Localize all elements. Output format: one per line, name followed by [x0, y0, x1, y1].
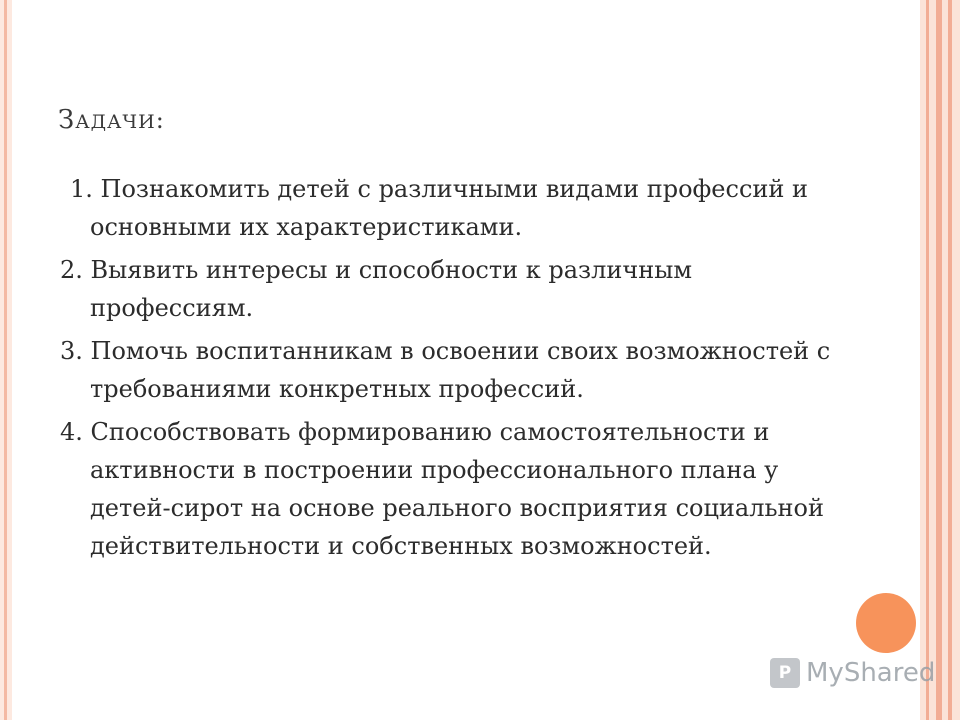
- task-number: 3.: [60, 337, 83, 365]
- watermark-label: MyShared: [806, 658, 936, 688]
- left-border: [0, 0, 12, 720]
- task-item: [60, 413, 840, 565]
- title-colon: :: [155, 106, 165, 134]
- task-list: [60, 170, 840, 570]
- task-text: Способствовать формированию самостоятельности и активности в построении профессионального плана у детей-сирот на основе реального восприятия социальной действительности и собственных возможностей.: [90, 418, 824, 560]
- task-number: 2.: [60, 256, 83, 284]
- right-border-line: [926, 0, 929, 720]
- title-first-letter: З: [58, 105, 76, 135]
- task-item: [60, 170, 840, 246]
- left-border-line: [4, 0, 7, 720]
- right-border-line: [936, 0, 942, 720]
- presentation-icon: P: [770, 658, 800, 688]
- right-border-line: [948, 0, 952, 720]
- task-text: Выявить интересы и способности к различным профессиям.: [90, 256, 693, 322]
- decorative-circle: [856, 593, 916, 653]
- task-item: [60, 332, 840, 408]
- task-text: Познакомить детей с различными видами профессий и основными их характеристиками.: [90, 175, 809, 241]
- task-number: 4.: [60, 418, 83, 446]
- task-item: [60, 251, 840, 327]
- right-border: [920, 0, 960, 720]
- task-text: Помочь воспитанникам в освоении своих возможностей с требованиями конкретных профессий.: [90, 337, 831, 403]
- watermark: [770, 658, 935, 688]
- title-rest: АДАЧИ: [75, 111, 156, 133]
- slide-title: [58, 105, 165, 135]
- task-number: 1.: [70, 175, 93, 203]
